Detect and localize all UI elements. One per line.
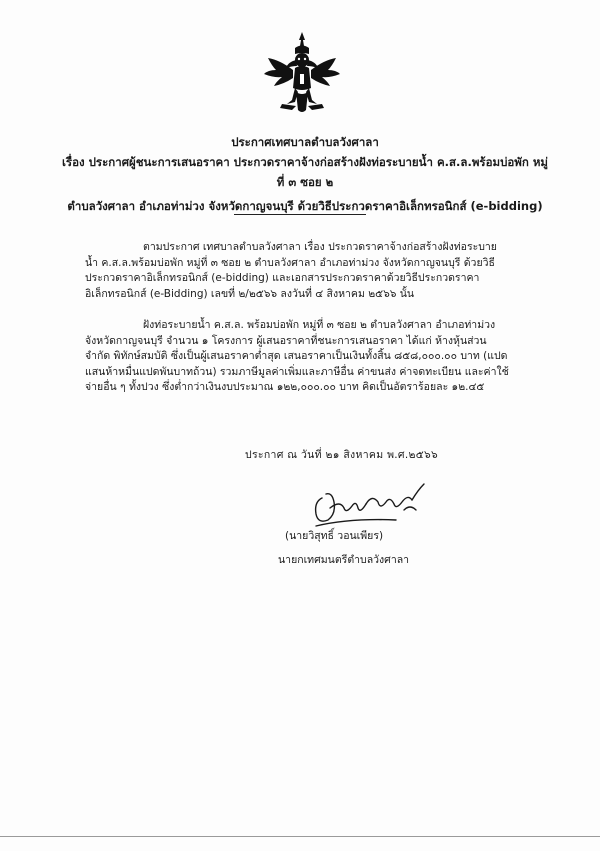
- signer-name: (นายวิสุทธิ์ วอนเพียร): [285, 530, 384, 542]
- garuda-emblem-icon: [262, 30, 342, 116]
- announcement-date: ประกาศ ณ วันที่ ๒๑ สิงหาคม พ.ศ.๒๕๖๖: [245, 449, 438, 461]
- document-header: [60, 132, 550, 216]
- paragraph-2-text: ฝังท่อระบายน้ำ ค.ส.ล. พร้อมบ่อพัก หมู่ที่ ๓ ซอย ๒ ตำบลวังศาลา อำเภอท่าม่วง จังหวัดกาญจนบุรี จำนวน ๑ โครงการ ผู้เสนอราคาที่ชนะการเสนอราคา ได้แก่ ห้างหุ้นส่วนจำกัด พิทักษ์สมบัติ ซึ่งเป็นผู้เสนอราคาต่ำสุด เสนอราคาเป็นเงินทั้งสิ้น ๘๕๘,๐๐๐.๐๐ บาท (แปดแสนห้าหมื่นแปดพันบาทถ้วน) รวมภาษีมูลค่าเพิ่มและภาษีอื่น ค่าขนส่ง ค่าจดทะเบียน และค่าใช้จ่ายอื่น ๆ ทั้งปวง ซึ่งต่ำกว่าเงินงบประมาณ ๑๒๒,๐๐๐.๐๐ บาท คิดเป็นอัตราร้อยละ ๑๒.๔๕: [85, 319, 509, 393]
- document-title: ประกาศเทศบาลตำบลวังศาลา: [231, 135, 379, 149]
- paragraph-1-text: ตามประกาศ เทศบาลตำบลวังศาลา เรื่อง ประกวดราคาจ้างก่อสร้างฝังท่อระบายน้ำ ค.ส.ล.พร้อมบ่อพัก หมู่ที่ ๓ ซอย ๒ ตำบลวังศาลา อำเภอท่าม่วง จังหวัดกาญจนบุรี ด้วยวิธีประกวดราคาอิเล็กทรอนิกส์ (e-bidding) และเอกสารประกวดราคาด้วยวิธีประกวดราคาอิเล็กทรอนิกส์ (e-Bidding) เลขที่ ๒/๒๕๖๖ ลงวันที่ ๔ สิงหาคม ๒๕๖๖ นั้น: [85, 241, 497, 300]
- subject-line-1: เรื่อง ประกาศผู้ชนะการเสนอราคา ประกวดราคาจ้างก่อสร้างฝังท่อระบายน้ำ ค.ส.ล.พร้อมบ่อพัก หมู่ที่ ๓ ซอย ๒: [61, 155, 548, 189]
- signer-title: นายกเทศมนตรีตำบลวังศาลา: [278, 554, 410, 566]
- header-divider: [234, 214, 366, 215]
- paragraph-1: [85, 240, 510, 302]
- subject-line-2: ตำบลวังศาลา อำเภอท่าม่วง จังหวัดกาญจนบุรี ด้วยวิธีประกวดราคาอิเล็กทรอนิกส์ (e-bidding): [67, 199, 543, 213]
- paragraph-2: [85, 318, 510, 396]
- scan-edge-rule: [0, 836, 600, 837]
